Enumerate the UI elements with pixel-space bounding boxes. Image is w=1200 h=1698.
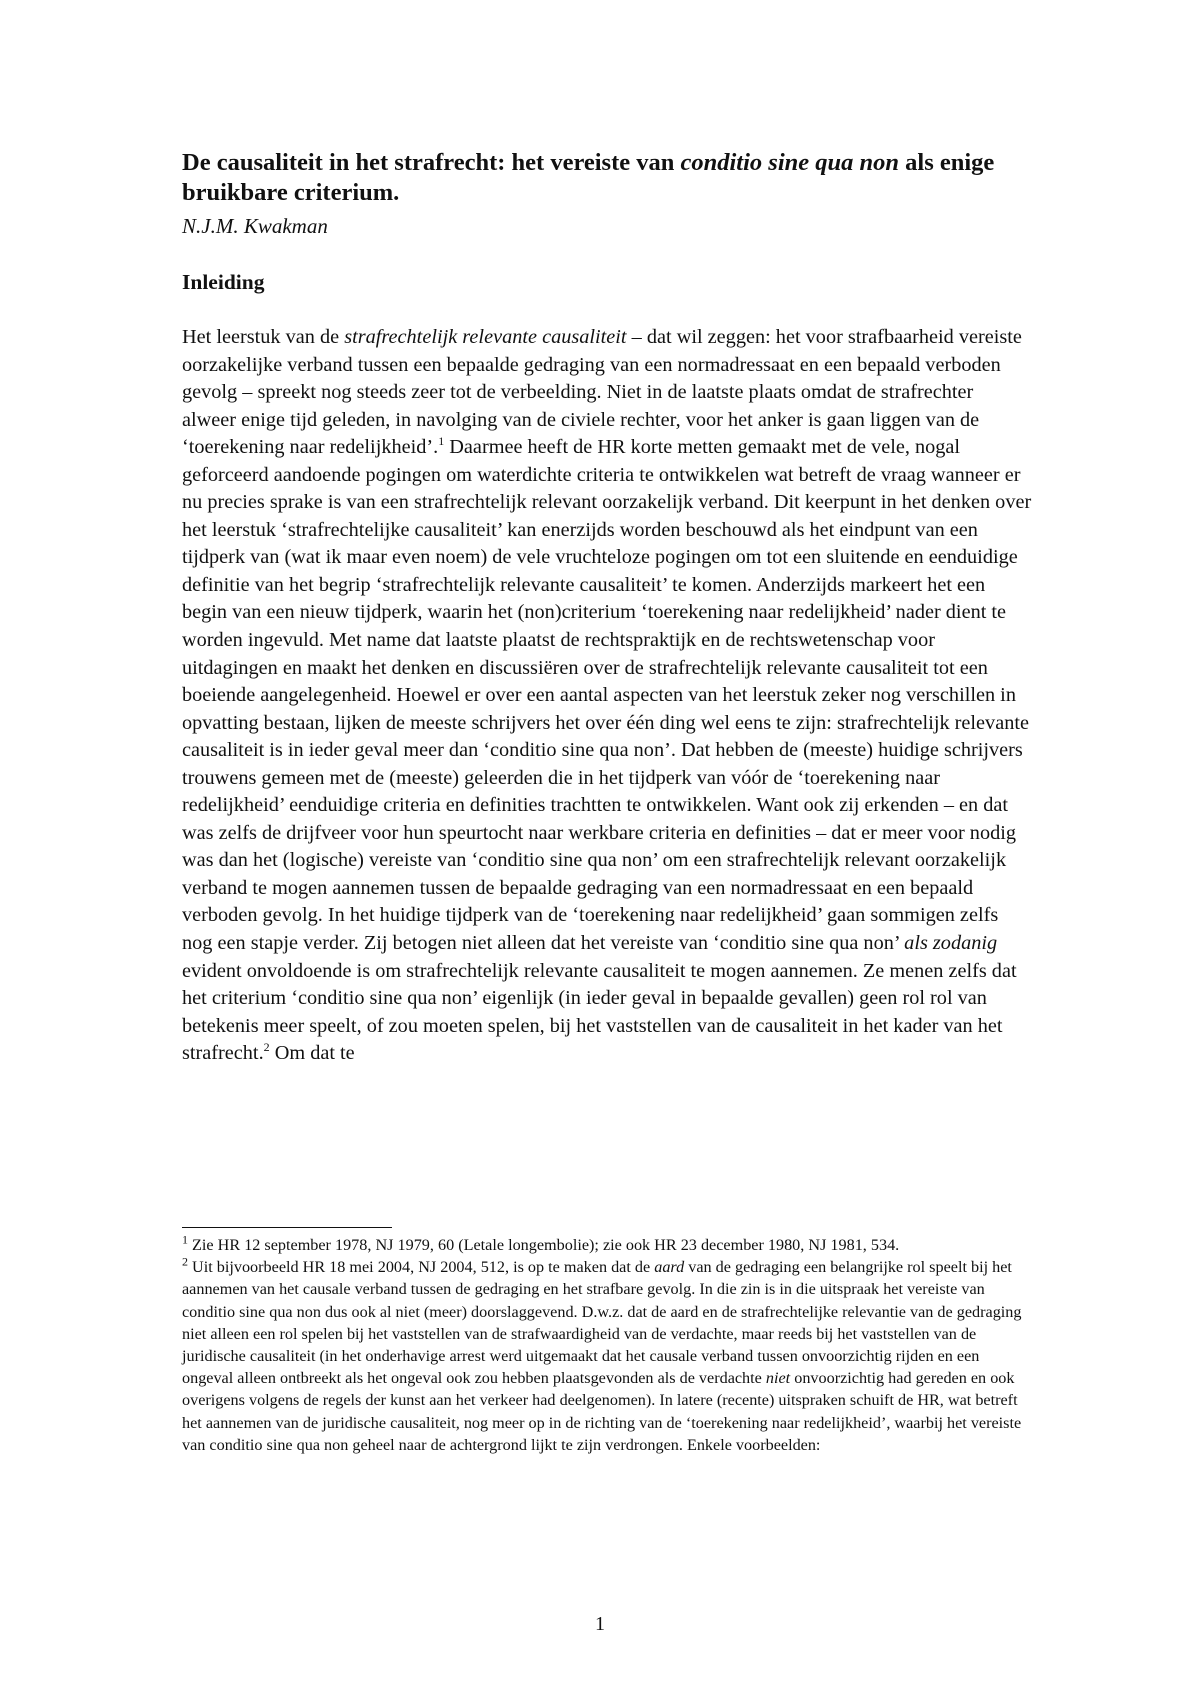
paragraph-italic-1: strafrechtelijk relevante causaliteit <box>344 326 627 348</box>
paragraph-text-4: evident onvoldoende is om strafrechtelijk relevante causaliteit te mogen aannemen. Ze menen zelfs dat het criterium ‘conditio sine qua non’ eigenlijk (in ieder geval in bepaalde gevallen) geen rol rol van betekenis meer speelt, of zou moeten spelen, bij het vaststellen van de causaliteit in het kader van het strafrecht. <box>182 959 1017 1065</box>
title-text-1: De causaliteit in het strafrecht: het vereiste van <box>182 149 681 176</box>
paragraph-text-3: Daarmee heeft de HR korte metten gemaakt met de vele, nogal geforceerd aandoende pogingen om waterdichte criteria te ontwikkelen wat betreft de vraag wanneer er nu precies sprake is van een strafrechtelijk relevant oorzakelijk verband. Dit keerpunt in het denken over het leerstuk ‘strafrechtelijke causaliteit’ kan enerzijds worden beschouwd als het eindpunt van een tijdperk van (wat ik maar even noem) de vele vruchteloze pogingen om tot een sluitende en eenduidige definitie van het begrip ‘strafrechtelijk relevante causaliteit’ te komen. Anderzijds markeert het een begin van een nieuw tijdperk, waarin het (non)criterium ‘toerekening naar redelijkheid’ nader dient te worden ingevuld. Met name dat laatste plaatst de rechtspraktijk en de rechtswetenschap voor uitdagingen en maakt het denken en discussiëren over de strafrechtelijk relevante causaliteit tot een boeiende aangelegenheid. Hoewel er over een aantal aspecten van het leerstuk zeker nog verschillen in opvatting bestaan, lijken de meeste schrijvers het over één ding wel eens te zijn: strafrechtelijk relevante causaliteit is in ieder geval meer dan ‘conditio sine qua non’. Dat hebben de (meeste) huidige schrijvers trouwens gemeen met de (meeste) geleerden die in het tijdperk van vóór de ‘toerekening naar redelijkheid’ eenduidige criteria en definities trachtten te ontwikkelen. Want ook zij erkenden – en dat was zelfs de drijfveer voor hun speurtocht naar werkbare criteria en definities – dat er meer voor nodig was dan het (logische) vereiste van ‘conditio sine qua non’ om een strafrechtelijk relevant oorzakelijk verband te mogen aannemen tussen de bepaalde gedraging van een normadressaat en een bepaald verboden gevolg. In het huidige tijdperk van de ‘toerekening naar redelijkheid’ gaan sommigen zelfs nog een stapje verder. Zij betogen niet alleen dat het vereiste van ‘conditio sine qua non’ <box>182 436 1032 955</box>
footnote-text-3: onvoorzichtig had gereden en ook overigens volgens de regels der kunst aan het verkeer had deelgenomen). In latere (recente) uitspraken schuift de HR, wat betreft het aannemen van de juridische causaliteit, nog meer op in de richting van de ‘toerekening naar redelijkheid’, waarbij het vereiste van conditio sine qua non geheel naar de achtergrond lijkt te zijn verdrongen. Enkele voorbeelden: <box>182 1369 1022 1454</box>
footnote-2 <box>182 1256 1032 1456</box>
document-title <box>182 148 1042 208</box>
page-number: 1 <box>595 1613 605 1635</box>
footnote-number: 2 <box>182 1254 188 1269</box>
paragraph-text-1: Het leerstuk van de <box>182 326 345 348</box>
footnote-text: Zie HR 12 september 1978, NJ 1979, 60 (Letale longembolie); zie ook HR 23 december 1980, NJ 1981, 534. <box>188 1236 900 1254</box>
footnote-number: 1 <box>182 1232 188 1247</box>
body-paragraph <box>182 324 1032 1068</box>
footnote-italic-2: niet <box>765 1369 791 1388</box>
footnote-text-2: van de gedraging een belangrijke rol speelt bij het aannemen van het causale verband tussen de gedraging en het strafbare gevolg. In die zin is in die uitspraak het vereiste van conditio sine qua non dus ook al niet (meer) doorslaggevend. D.w.z. dat de aard en de strafrechtelijke relevantie van de gedraging niet alleen een rol spelen bij het vaststellen van de strafwaardigheid van de verdachte, maar reeds bij het vaststellen van de juridische causaliteit (in het onderhavige arrest werd uitgemaakt dat het causale verband tussen onvoorzichtig rijden en een ongeval alleen ontbreekt als het ongeval ook zou hebben plaatsgevonden als de verdachte <box>182 1258 1022 1388</box>
footnotes <box>182 1234 1032 1456</box>
section-heading: Inleiding <box>182 270 265 294</box>
title-text-2: als enige bruikbare criterium. <box>182 149 995 206</box>
footnote-ref-1[interactable]: 1 <box>438 434 445 449</box>
title-italic-term: conditio sine qua non <box>680 149 900 176</box>
footnote-text-1: Uit bijvoorbeeld HR 18 mei 2004, NJ 2004, 512, is op te maken dat de <box>188 1258 655 1277</box>
paragraph-text-5: Om dat te <box>269 1042 355 1065</box>
footnote-1 <box>182 1234 1032 1256</box>
paragraph-italic-2: als zodanig <box>904 932 998 955</box>
footnote-italic-1: aard <box>654 1258 685 1277</box>
footnote-separator <box>182 1227 392 1228</box>
footnote-ref-2[interactable]: 2 <box>263 1040 270 1055</box>
author-name: N.J.M. Kwakman <box>182 214 328 238</box>
paragraph-text-2: – dat wil zeggen: het voor strafbaarheid vereiste oorzakelijke verband tussen een bepaalde gedraging van een normadressaat en een bepaald verboden gevolg – spreekt nog steeds zeer tot de verbeelding. Niet in de laatste plaats omdat de strafrechter alweer enige tijd geleden, in navolging van de civiele rechter, voor het anker is gaan liggen van de ‘toerekening naar redelijkheid’. <box>182 326 1022 459</box>
